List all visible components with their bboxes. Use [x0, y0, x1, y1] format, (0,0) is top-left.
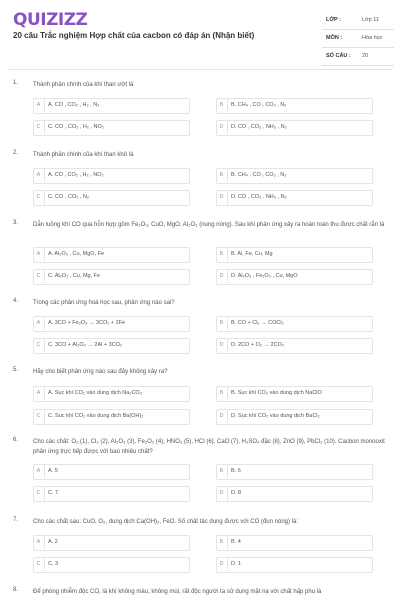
quiz-meta — [322, 12, 394, 66]
question-text: Thành phần chính của khí than ướt là — [33, 82, 134, 88]
meta-row-count — [322, 48, 394, 66]
question-text: Hãy cho biết phản ứng nào sau đây không xảy ra? — [33, 369, 168, 375]
question-text: Để phòng nhiễm độc CO, là khí không màu, không mùi, rất độc người ta sử dụng mặt nạ với chất hấp phụ là — [33, 589, 322, 595]
meta-key: MÔN : — [326, 35, 343, 41]
question-text: Cho các chất: O₂ (1), Cl₂ (2), Al₂O₃ (3), Fe₂O₃ (4), HNO₃ (5), HCl (6), CaO (7), H₂SO₄ đặc (8), ZnO (9), PbCl₂ (10). Cacbon monooxit phản ứng trực tiếp được với bao nhiêu chất? — [33, 439, 385, 455]
page-header — [0, 0, 400, 70]
quizizz-logo[interactable]: QUIZIZZ — [13, 10, 88, 30]
question-number: 2. — [13, 150, 19, 156]
question-text: Trong các phản ứng hoá học sau, phản ứng nào sai? — [33, 300, 175, 306]
question-number: 3. — [13, 220, 19, 226]
question-number: 6. — [13, 437, 19, 443]
meta-key: SỐ CÂU : — [326, 53, 351, 59]
meta-key: LỚP : — [326, 17, 341, 23]
question-number: 1. — [13, 80, 19, 86]
question-text: Cho các chất sau: CuO, O₂, dung dịch Ca(OH)₂, FeO. Số chất tác dụng được với CO (đun nóng) là: — [33, 519, 298, 525]
meta-row-subject — [322, 30, 394, 48]
question-number: 8. — [13, 587, 19, 593]
question-number: 7. — [13, 517, 19, 523]
meta-value: Lớp 11 — [362, 17, 379, 23]
question-number: 4. — [13, 298, 19, 304]
meta-value: 20 — [362, 53, 369, 59]
question-text: Dẫn luồng khí CO qua hỗn hợp gồm Fe₂O₃, CuO, MgO, Al₂O₃ (nung nóng). Sau khi phản ứng xảy ra hoàn toàn thu được chất rắn là — [33, 222, 385, 228]
page-title: 20 câu Trắc nghiệm Hợp chất của cacbon có đáp án (Nhận biết) — [13, 31, 255, 40]
header-divider — [8, 69, 392, 70]
question-number: 5. — [13, 367, 19, 373]
meta-value: Hóa học — [362, 35, 383, 41]
question-text: Thành phần chính của khí than khô là — [33, 152, 134, 158]
meta-row-class — [322, 12, 394, 30]
